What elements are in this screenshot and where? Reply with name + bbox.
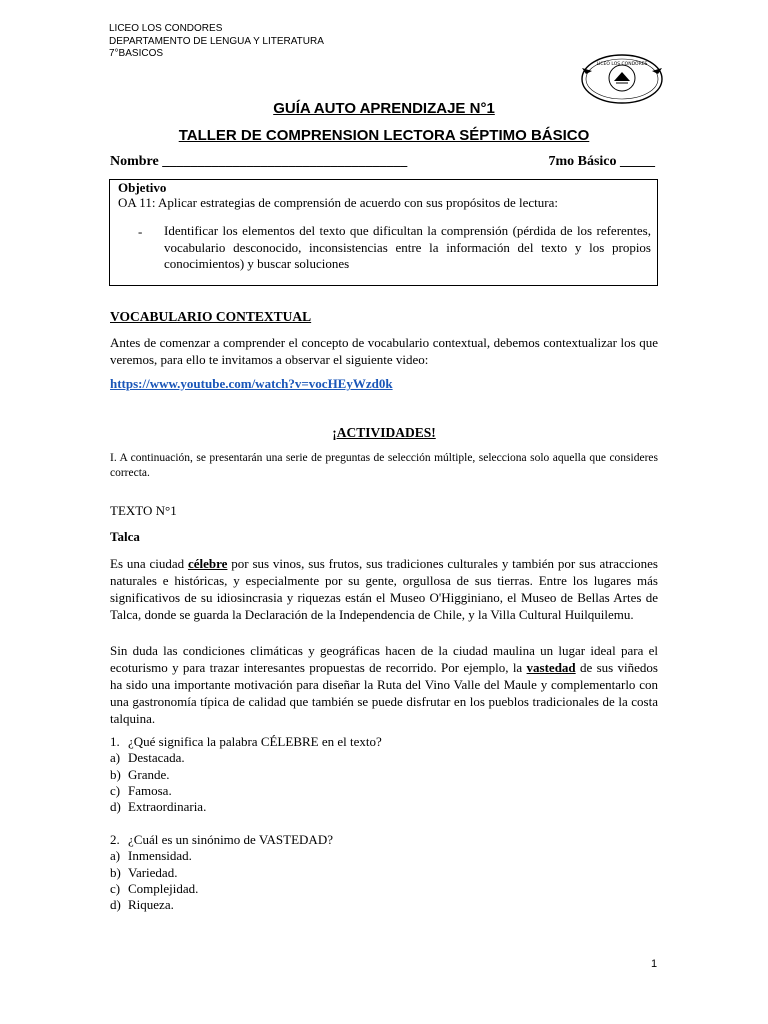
option-a[interactable]: a) Inmensidad. [110, 848, 192, 864]
highlighted-word-celebre: célebre [187, 556, 228, 571]
objective-oa: OA 11: Aplicar estrategias de comprensión de acuerdo con sus propósitos de lectura: [118, 195, 558, 210]
school-header [109, 23, 324, 61]
objective-bullet: Identificar los elementos del texto que dificultan la comprensión (pérdida de los referentes, vocabulario desconocido, inconsistencias entre la información del texto y los propios conocimientos) y buscar soluciones [164, 223, 651, 271]
question-1 [110, 734, 382, 815]
activities-instruction: I. A continuación, se presentarán una serie de preguntas de selección múltiple, selecciona solo aquella que consideres correcta. [110, 452, 658, 479]
option-c[interactable]: c) Complejidad. [110, 880, 199, 896]
option-c[interactable]: c) Famosa. [110, 782, 172, 798]
option-d[interactable]: d) Extraordinaria. [110, 799, 207, 815]
logo-text: LICEO LOS CONDORES [596, 62, 648, 67]
school-name: LICEO LOS CONDORES [109, 23, 223, 34]
video-link[interactable]: https://www.youtube.com/watch?v=vocHEyWzd0k [110, 376, 393, 391]
name-label: Nombre ___________________________________ [110, 154, 408, 169]
question-text: 1. ¿Qué significa la palabra CÉLEBRE en el texto? [110, 734, 382, 749]
objective-box [109, 179, 658, 286]
question-2 [110, 832, 333, 913]
vocab-intro: Antes de comenzar a comprender el concepto de vocabulario contextual, debemos contextualizar los que veremos, para ello te invitamos a observar el siguiente video: [110, 335, 658, 367]
department-name: DEPARTAMENTO DE LENGUA Y LITERATURA [109, 35, 324, 47]
workshop-title: TALLER DE COMPRENSION LECTORA SÉPTIMO BÁSICO [178, 127, 590, 144]
highlighted-word-vastedad: vastedad [526, 660, 576, 675]
objective-title: Objetivo [118, 180, 167, 195]
grade-level: 7°BASICOS [109, 48, 164, 59]
text-paragraph-1: Es una ciudad célebre por sus vinos, sus frutos, sus tradiciones culturales y también por sus atracciones naturales e históricas, y especialmente por su gente, orgullosa de sus tierras. Entre los lugares más significativos de su idiosincrasia y riquezas están el Museo O'Higginiano, el Museo de Bellas Artes de Talca, donde se guarda la Declaración de la Independencia de Chile, y la Villa Cultural Huilquilemu. [110, 556, 658, 622]
option-b[interactable]: b) Variedad. [110, 864, 178, 880]
option-d[interactable]: d) Riqueza. [110, 897, 174, 913]
option-a[interactable]: a) Destacada. [110, 750, 185, 766]
text-label: TEXTO N°1 [110, 503, 177, 518]
guide-title: GUÍA AUTO APRENDIZAJE N°1 [273, 100, 495, 117]
vocab-section-title: VOCABULARIO CONTEXTUAL [110, 309, 312, 324]
bullet-dash: - [138, 224, 143, 239]
page-number: 1 [651, 958, 658, 970]
activities-title: ¡ACTIVIDADES! [332, 425, 436, 440]
text-title: Talca [110, 529, 140, 544]
text-paragraph-2: Sin duda las condiciones climáticas y geográficas hacen de la ciudad maulina un lugar ideal para el ecoturismo y para trazar interesantes propuestas de recorrido. Por ejemplo, la vastedad de sus viñedos ha sido una importante motivación para diseñar la Ruta del Vino Valle del Maule y complementarlo con una gastronomía típica de calidad que también se puede disfrutar en los pueblos tradicionales de la costa talquina. [110, 643, 658, 726]
option-b[interactable]: b) Grande. [110, 766, 170, 782]
name-field-line [110, 154, 655, 170]
question-text: 2. ¿Cuál es un sinónimo de VASTEDAD? [110, 832, 333, 847]
grade-label: 7mo Básico _____ [548, 154, 655, 169]
